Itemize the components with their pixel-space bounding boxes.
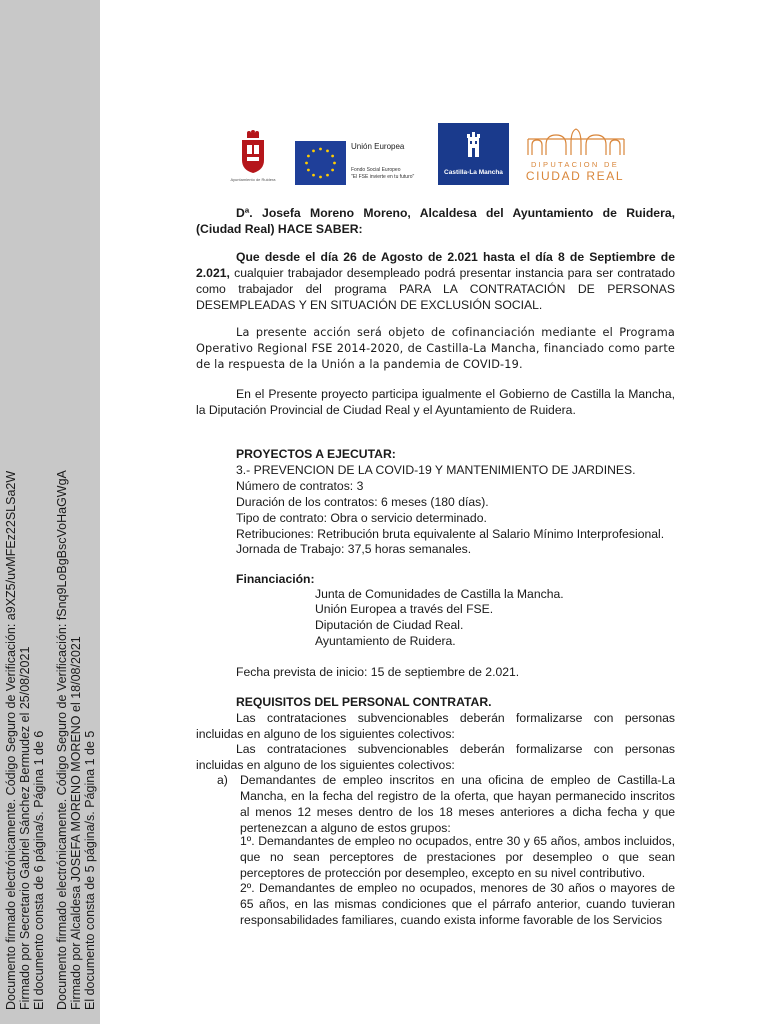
signature-block-alcaldesa bbox=[55, 470, 97, 1010]
plazo-text: cualquier trabajador desempleado podrá presentar instancia para ser contratado como trabajador del programa PARA LA CONTRATACIÓN DE PERSONAS DESEMPLEADAS Y EN SITUACIÓN DE EXCLUSIÓN SOCIAL. bbox=[196, 266, 675, 312]
proyecto-line: 3.- PREVENCION DE LA COVID-19 Y MANTENIMIENTO DE JARDINES. bbox=[236, 463, 636, 477]
diputacion-arches-icon bbox=[526, 125, 626, 157]
diputacion-line1: DIPUTACION DE bbox=[530, 160, 620, 169]
proyecto-line: Jornada de Trabajo: 37,5 horas semanales. bbox=[236, 542, 472, 556]
ayto-caption: Ayuntamiento de Ruidera bbox=[230, 177, 276, 182]
item-a-2: 2º. Demandantes de empleo no ocupados, menores de 30 años o mayores de 65 años, en las mismas condiciones que el párrafo anterior, cuando tuvieran responsabilidades familiares, cuando exista informe favorable de los Servicios bbox=[240, 881, 675, 927]
clm-label: Castilla-La Mancha bbox=[444, 169, 503, 176]
requisitos-heading: REQUISITOS DEL PERSONAL CONTRATAR. bbox=[236, 695, 492, 709]
item-a-text: Demandantes de empleo inscritos en una oficina de empleo de Castilla-La Mancha, en la fecha del registro de la oferta, que hayan permanecido inscritos al menos 12 meses dentro de los 18 meses anteriores a dicha fecha y que pertenezcan a alguno de estos grupos: bbox=[240, 773, 675, 835]
sidebar-line: Firmado por Alcaldesa JOSEFA MORENO MORENO el 18/08/2021 bbox=[69, 636, 83, 1010]
item-a-marker: a) bbox=[217, 773, 228, 787]
ayuntamiento-ruidera-crest-logo bbox=[230, 130, 276, 186]
financiacion-line: Unión Europea a través del FSE. bbox=[315, 602, 494, 616]
proyecto-line: Tipo de contrato: Obra o servicio determinado. bbox=[236, 511, 487, 525]
participa-paragraph: En el Presente proyecto participa igualmente el Gobierno de Castilla la Mancha, la Diputación Provincial de Ciudad Real y el Ayuntamiento de Ruidera. bbox=[196, 387, 675, 417]
proyecto-line: Número de contratos: 3 bbox=[236, 479, 364, 493]
cofinanciacion-paragraph: La presente acción será objeto de cofinanciación mediante el Programa Operativo Regional FSE 2014-2020, de Castilla-La Mancha, financiado como parte de la respuesta de la Unión a la pandemia de COVID-19. bbox=[196, 326, 675, 371]
financiacion-line: Junta de Comunidades de Castilla la Mancha. bbox=[315, 587, 564, 601]
sidebar-line: El documento consta de 5 página/s. Página 1 de 5 bbox=[83, 730, 97, 1010]
diputacion-line2: CIUDAD REAL bbox=[525, 169, 625, 183]
financiacion-line: Ayuntamiento de Ruidera. bbox=[315, 634, 456, 648]
fecha-inicio: Fecha prevista de inicio: 15 de septiembre de 2.021. bbox=[236, 665, 520, 679]
requisitos-paragraph: Las contrataciones subvencionables deberán formalizarse con personas incluidas en alguno de los siguientes colectivos: bbox=[196, 711, 675, 741]
plazo-paragraph bbox=[196, 249, 675, 313]
sidebar-line: Documento firmado electrónicamente. Código Seguro de Verificación: a9XZ5/uvMFEz22SLSa2W bbox=[4, 470, 18, 1010]
clm-castle-icon bbox=[465, 131, 482, 161]
financiacion-heading: Financiación: bbox=[236, 572, 315, 586]
proyecto-line: Duración de los contratos: 6 meses (180 días). bbox=[236, 495, 489, 509]
intro-paragraph: Dª. Josefa Moreno Moreno, Alcaldesa del Ayuntamiento de Ruidera, (Ciudad Real) HACE SABER: bbox=[196, 206, 675, 236]
eu-title: Unión Europea bbox=[351, 142, 405, 151]
sidebar-line: El documento consta de 6 página/s. Página 1 de 6 bbox=[32, 730, 46, 1010]
castilla-la-mancha-logo bbox=[438, 123, 509, 185]
requisitos-paragraph: Las contrataciones subvencionables deberán formalizarse con personas incluidas en alguno de los siguientes colectivos: bbox=[196, 742, 675, 772]
item-a-1: 1º. Demandantes de empleo no ocupados, entre 30 y 65 años, ambos incluidos, que no sean perceptores de prestaciones por desempleo o que sean perceptores de protección por desempleo, excepto en su nivel contributivo. bbox=[240, 834, 675, 880]
header-logos bbox=[230, 122, 630, 188]
signature-block-secretario bbox=[4, 471, 46, 1010]
proyecto-line: Retribuciones: Retribución bruta equivalente al Salario Mínimo Interprofesional. bbox=[236, 527, 665, 541]
plazo-dates: Que desde el día 26 de Agosto de 2.021 hasta el día 8 de Septiembre de 2.021, bbox=[196, 250, 675, 280]
sidebar-line: Firmado por Secretario Gabriel Sánchez Bermudez el 25/08/2021 bbox=[18, 646, 32, 1010]
eu-sub1: Fondo Social Europeo bbox=[351, 167, 401, 173]
eu-sub2: "El FSE invierte en tu futuro" bbox=[351, 174, 415, 180]
proyectos-heading: PROYECTOS A EJECUTAR: bbox=[236, 447, 396, 461]
financiacion-line: Diputación de Ciudad Real. bbox=[315, 618, 464, 632]
eu-stars-icon bbox=[295, 141, 346, 185]
eu-flag-logo bbox=[295, 141, 346, 185]
sidebar-line: Documento firmado electrónicamente. Código Seguro de Verificación: fSnq9LoBgBscVoHaGWgA bbox=[55, 470, 69, 1010]
